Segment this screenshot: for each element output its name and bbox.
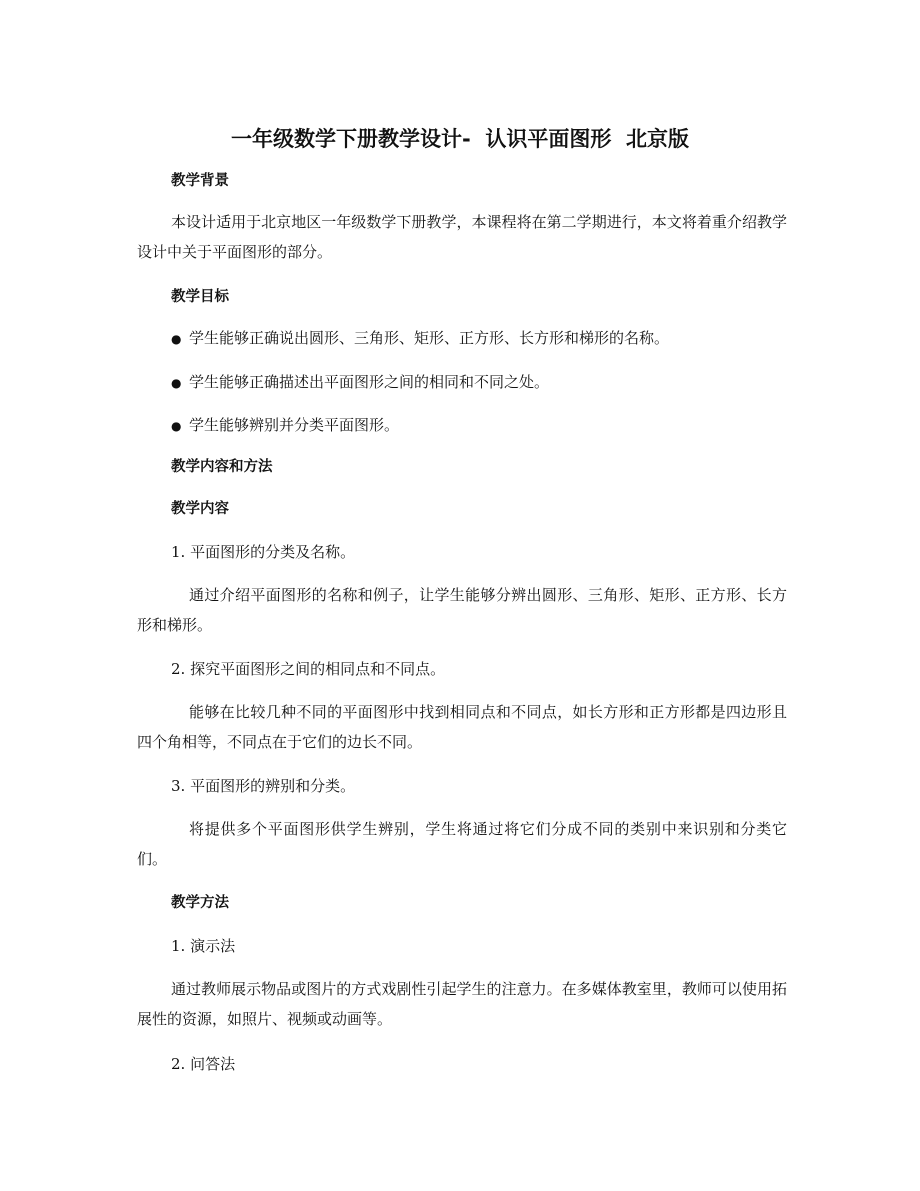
bullet-icon: ●	[171, 332, 182, 346]
goal-list-item	[171, 371, 549, 394]
bullet-icon: ●	[171, 376, 182, 390]
content-item-paragraph: 将提供多个平面图形供学生辨别，学生将通过将它们分成不同的类别中来识别和分类它们。	[137, 820, 787, 868]
content-item-paragraph: 能够在比较几种不同的平面图形中找到相同点和不同点，如长方形和正方形都是四边形且四个角相等，不同点在于它们的边长不同。	[137, 703, 787, 751]
section-heading-methods: 教学方法	[171, 895, 229, 911]
bullet-icon: ●	[171, 419, 182, 433]
section-heading-content-methods: 教学内容和方法	[171, 459, 273, 475]
content-item-label: 2. 探究平面图形之间的相同点和不同点。	[171, 660, 446, 678]
method-item-paragraph: 通过教师展示物品或图片的方式戏剧性引起学生的注意力。在多媒体教室里，教师可以使用拓展性的资源，如照片、视频或动画等。	[137, 980, 787, 1028]
section-heading-goals: 教学目标	[171, 289, 229, 305]
method-item-label: 2. 问答法	[171, 1055, 236, 1073]
goal-list-item	[171, 414, 399, 437]
goal-item-text: 学生能够正确描述出平面图形之间的相同和不同之处。	[189, 373, 550, 391]
section-heading-content: 教学内容	[171, 501, 229, 517]
background-paragraph: 本设计适用于北京地区一年级数学下册教学，本课程将在第二学期进行，本文将着重介绍教学设计中关于平面图形的部分。	[137, 213, 787, 261]
goal-item-text: 学生能够辨别并分类平面图形。	[189, 416, 400, 434]
method-item-label: 1. 演示法	[171, 937, 236, 955]
section-heading-background: 教学背景	[171, 173, 229, 189]
content-item-label: 1. 平面图形的分类及名称。	[171, 543, 356, 561]
goal-list-item	[171, 327, 669, 350]
goal-item-text: 学生能够正确说出圆形、三角形、矩形、正方形、长方形和梯形的名称。	[189, 329, 670, 347]
document-title: 一年级数学下册教学设计- 认识平面图形 北京版	[231, 127, 689, 151]
content-item-label: 3. 平面图形的辨别和分类。	[171, 777, 356, 795]
content-item-paragraph: 通过介绍平面图形的名称和例子，让学生能够分辨出圆形、三角形、矩形、正方形、长方形和梯形。	[137, 586, 787, 634]
